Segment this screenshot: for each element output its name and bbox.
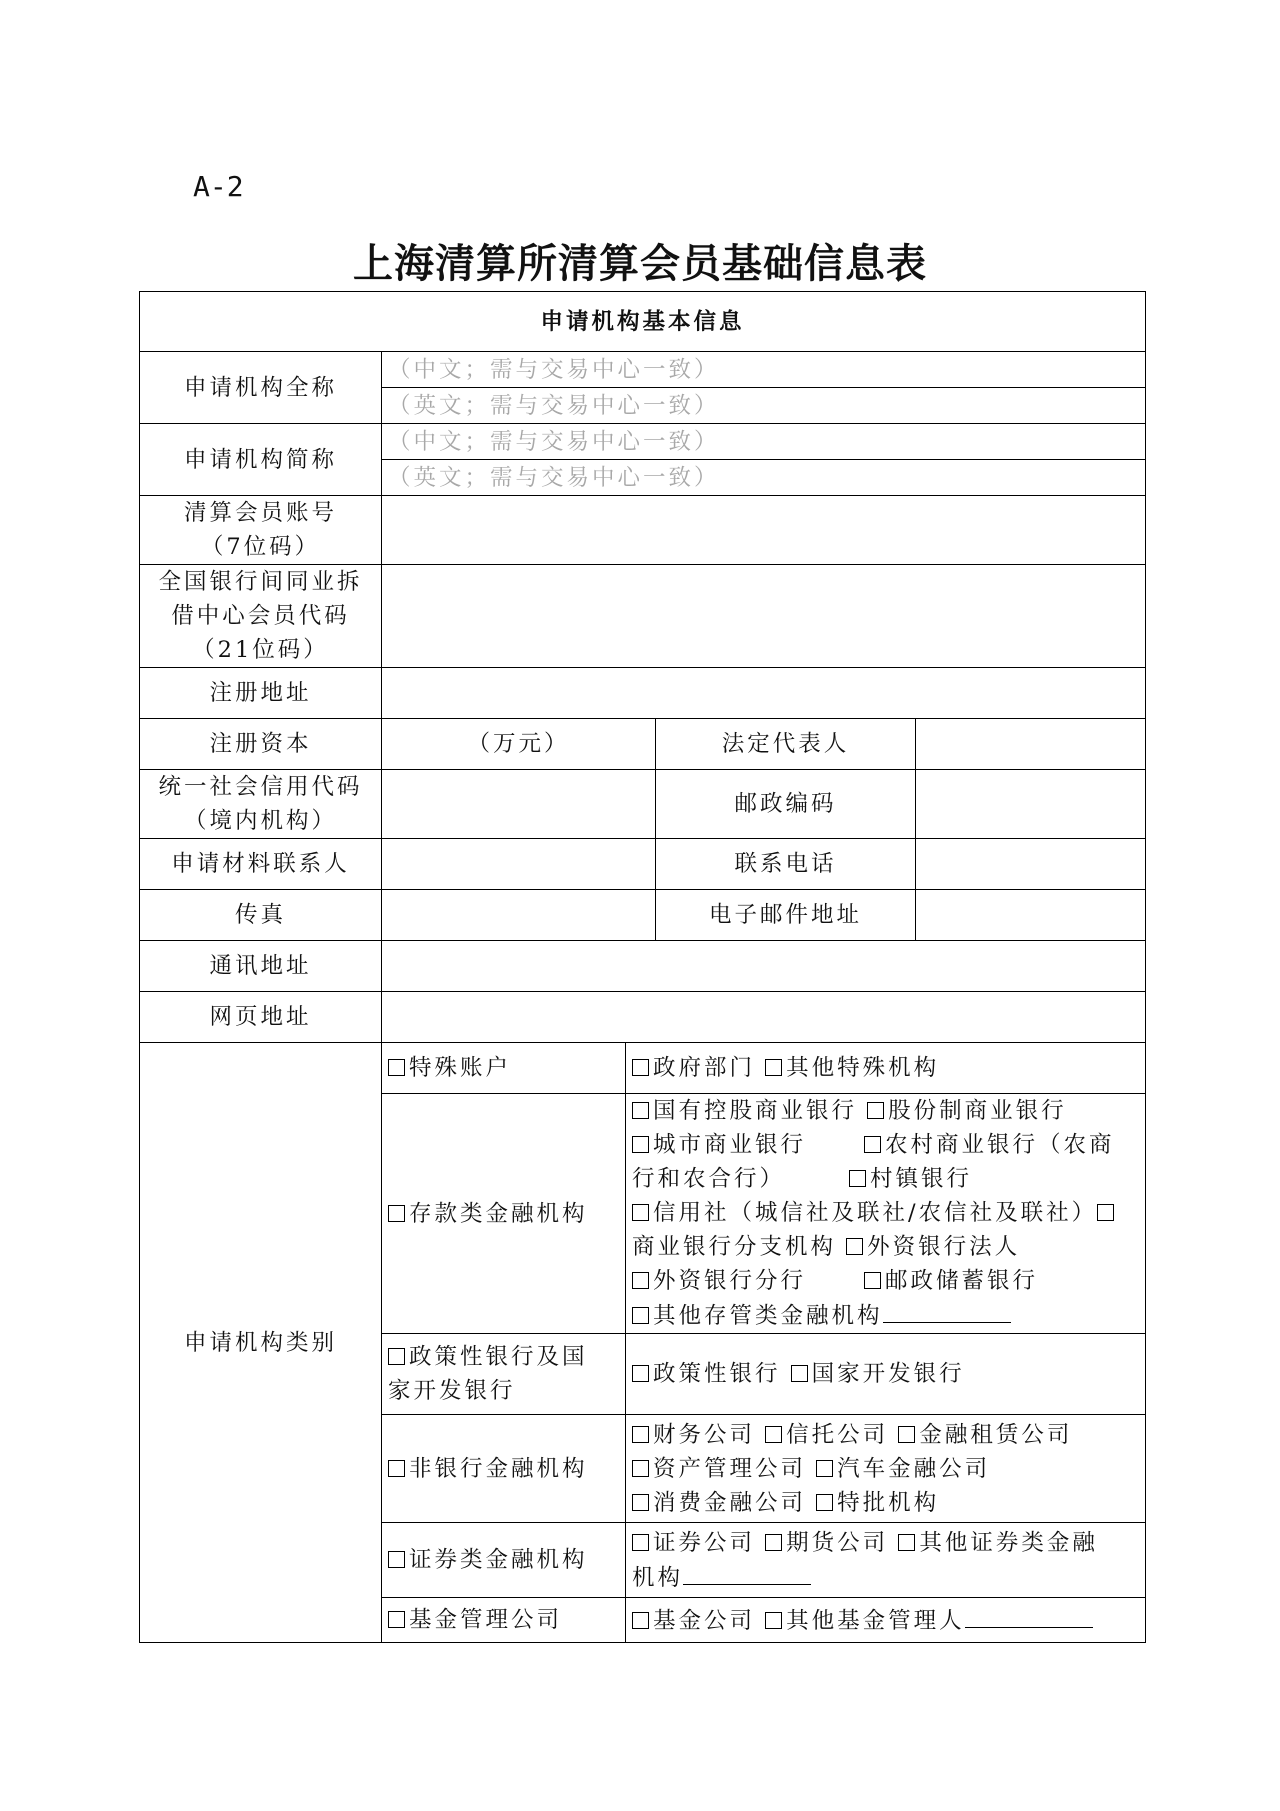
member-info-form xyxy=(139,291,1146,1643)
checkbox-icon[interactable] xyxy=(849,1170,866,1187)
option-label: 外资银行法人 xyxy=(867,1234,1021,1260)
option-label: 政府部门 xyxy=(653,1055,756,1081)
checkbox-icon[interactable] xyxy=(816,1460,833,1477)
fill-in-blank[interactable] xyxy=(683,1560,811,1585)
short-name-label: 申请机构简称 xyxy=(140,424,382,496)
option-label: 财务公司 xyxy=(653,1421,756,1448)
phone-field[interactable] xyxy=(916,839,1146,890)
checkbox-icon[interactable] xyxy=(388,1611,405,1628)
option-label: 资产管理公司 xyxy=(653,1455,807,1482)
option-label: 特批机构 xyxy=(837,1489,940,1516)
reg-capital-label: 注册资本 xyxy=(140,719,382,770)
checkbox-icon[interactable] xyxy=(816,1494,833,1511)
option-label: 信托公司 xyxy=(786,1421,889,1448)
checkbox-icon[interactable] xyxy=(388,1348,405,1365)
account-label xyxy=(140,496,382,565)
option-label: 信用社（城信社及联社/农信社及联社） xyxy=(653,1200,1098,1226)
category-special[interactable] xyxy=(382,1043,626,1094)
category-name: 存款类金融机构 xyxy=(409,1200,588,1227)
checkbox-icon[interactable] xyxy=(632,1365,649,1382)
checkbox-icon[interactable] xyxy=(898,1534,915,1551)
category-nonbank[interactable] xyxy=(382,1415,626,1523)
cfets-label-line: 借中心会员代码 xyxy=(171,603,350,629)
option-label: 期货公司 xyxy=(786,1529,889,1556)
legal-rep-field[interactable] xyxy=(916,719,1146,770)
securities-options xyxy=(626,1523,1146,1598)
checkbox-icon[interactable] xyxy=(632,1426,649,1443)
category-name: 基金管理公司 xyxy=(409,1607,563,1633)
full-name-cn-field[interactable]: （中文；需与交易中心一致） xyxy=(382,352,1146,388)
option-label: 基金公司 xyxy=(653,1607,756,1634)
option-label: 国有控股商业银行 xyxy=(653,1098,858,1124)
option-label: 邮政储蓄银行 xyxy=(885,1268,1039,1294)
full-name-en-field[interactable]: （英文；需与交易中心一致） xyxy=(382,388,1146,424)
fax-field[interactable] xyxy=(382,890,656,941)
short-name-en-field[interactable]: （英文；需与交易中心一致） xyxy=(382,460,1146,496)
checkbox-icon[interactable] xyxy=(791,1365,808,1382)
form-code: A-2 xyxy=(193,170,244,203)
account-field[interactable] xyxy=(382,496,1146,565)
reg-address-field[interactable] xyxy=(382,668,1146,719)
category-name: 特殊账户 xyxy=(409,1055,512,1081)
option-label: 其他特殊机构 xyxy=(786,1055,940,1081)
category-name-cont: 家开发银行 xyxy=(388,1378,516,1404)
checkbox-icon[interactable] xyxy=(632,1204,649,1221)
fax-label: 传真 xyxy=(140,890,382,941)
full-name-label: 申请机构全称 xyxy=(140,352,382,424)
checkbox-icon[interactable] xyxy=(898,1426,915,1443)
category-name: 证券类金融机构 xyxy=(409,1547,588,1573)
mail-address-field[interactable] xyxy=(382,941,1146,992)
option-label: 汽车金融公司 xyxy=(837,1455,991,1482)
checkbox-icon[interactable] xyxy=(388,1460,405,1477)
checkbox-icon[interactable] xyxy=(632,1272,649,1289)
option-label: 商业银行分支机构 xyxy=(632,1234,837,1260)
contact-label: 申请材料联系人 xyxy=(140,839,382,890)
option-label: 外资银行分行 xyxy=(653,1268,807,1294)
option-label: 行和农合行） xyxy=(632,1166,786,1192)
option-label: 其他基金管理人 xyxy=(786,1607,965,1634)
checkbox-icon[interactable] xyxy=(632,1059,649,1076)
deposit-options xyxy=(626,1094,1146,1334)
legal-rep-label: 法定代表人 xyxy=(656,719,916,770)
reg-address-label: 注册地址 xyxy=(140,668,382,719)
website-label: 网页地址 xyxy=(140,992,382,1043)
option-label: 其他存管类金融机构 xyxy=(653,1303,883,1329)
checkbox-icon[interactable] xyxy=(632,1612,649,1629)
category-policy-bank[interactable] xyxy=(382,1334,626,1415)
credit-code-label-line: （境内机构） xyxy=(183,808,337,834)
account-label-line: （7位码） xyxy=(200,534,321,560)
option-label: 政策性银行 xyxy=(653,1361,781,1387)
phone-label: 联系电话 xyxy=(656,839,916,890)
option-label: 国家开发银行 xyxy=(811,1361,965,1387)
section-header: 申请机构基本信息 xyxy=(140,292,1146,352)
cfets-code-field[interactable] xyxy=(382,565,1146,668)
checkbox-icon[interactable] xyxy=(765,1059,782,1076)
checkbox-icon[interactable] xyxy=(388,1059,405,1076)
option-label: 村镇银行 xyxy=(870,1166,973,1192)
checkbox-icon[interactable] xyxy=(765,1426,782,1443)
category-name: 非银行金融机构 xyxy=(409,1455,588,1482)
option-label: 城市商业银行 xyxy=(653,1132,807,1158)
document-title: 上海清算所清算会员基础信息表 xyxy=(353,241,927,287)
option-label: 农村商业银行（农商 xyxy=(885,1132,1115,1158)
category-label: 申请机构类别 xyxy=(140,1043,382,1643)
checkbox-icon[interactable] xyxy=(632,1136,649,1153)
category-deposit[interactable] xyxy=(382,1094,626,1334)
website-field[interactable] xyxy=(382,992,1146,1043)
checkbox-icon[interactable] xyxy=(867,1102,884,1119)
checkbox-icon[interactable] xyxy=(864,1272,881,1289)
category-fund[interactable] xyxy=(382,1598,626,1643)
fill-in-blank[interactable] xyxy=(883,1298,1011,1323)
category-securities[interactable] xyxy=(382,1523,626,1598)
email-label: 电子邮件地址 xyxy=(656,890,916,941)
checkbox-icon[interactable] xyxy=(388,1551,405,1568)
checkbox-icon[interactable] xyxy=(632,1494,649,1511)
option-label: 证券公司 xyxy=(653,1529,756,1556)
email-field[interactable] xyxy=(916,890,1146,941)
cfets-label-line: （21位码） xyxy=(192,637,329,663)
category-name: 政策性银行及国 xyxy=(409,1344,588,1370)
credit-code-field[interactable] xyxy=(382,770,656,839)
fund-options xyxy=(626,1598,1146,1643)
cfets-code-label xyxy=(140,565,382,668)
contact-field[interactable] xyxy=(382,839,656,890)
short-name-cn-field[interactable]: （中文；需与交易中心一致） xyxy=(382,424,1146,460)
fill-in-blank[interactable] xyxy=(965,1603,1093,1628)
postcode-label: 邮政编码 xyxy=(656,770,916,839)
checkbox-icon[interactable] xyxy=(388,1205,405,1222)
checkbox-icon[interactable] xyxy=(765,1534,782,1551)
credit-code-label xyxy=(140,770,382,839)
postcode-field[interactable] xyxy=(916,770,1146,839)
checkbox-icon[interactable] xyxy=(765,1612,782,1629)
checkbox-icon[interactable] xyxy=(632,1307,649,1324)
checkbox-icon[interactable] xyxy=(846,1238,863,1255)
checkbox-icon[interactable] xyxy=(1097,1204,1114,1221)
credit-code-label-line: 统一社会信用代码 xyxy=(158,774,363,800)
option-label: 机构 xyxy=(632,1564,684,1591)
policy-options xyxy=(626,1334,1146,1415)
checkbox-icon[interactable] xyxy=(864,1136,881,1153)
option-label: 其他证券类金融 xyxy=(919,1529,1098,1556)
mail-address-label: 通讯地址 xyxy=(140,941,382,992)
special-options xyxy=(626,1043,1146,1094)
account-label-line: 清算会员账号 xyxy=(183,500,337,526)
nonbank-options xyxy=(626,1415,1146,1523)
option-label: 金融租赁公司 xyxy=(919,1421,1073,1448)
checkbox-icon[interactable] xyxy=(632,1460,649,1477)
cfets-label-line: 全国银行间同业拆 xyxy=(158,569,363,595)
option-label: 消费金融公司 xyxy=(653,1489,807,1516)
reg-capital-field[interactable]: （万元） xyxy=(382,719,656,770)
checkbox-icon[interactable] xyxy=(632,1102,649,1119)
option-label: 股份制商业银行 xyxy=(888,1098,1067,1124)
checkbox-icon[interactable] xyxy=(632,1534,649,1551)
